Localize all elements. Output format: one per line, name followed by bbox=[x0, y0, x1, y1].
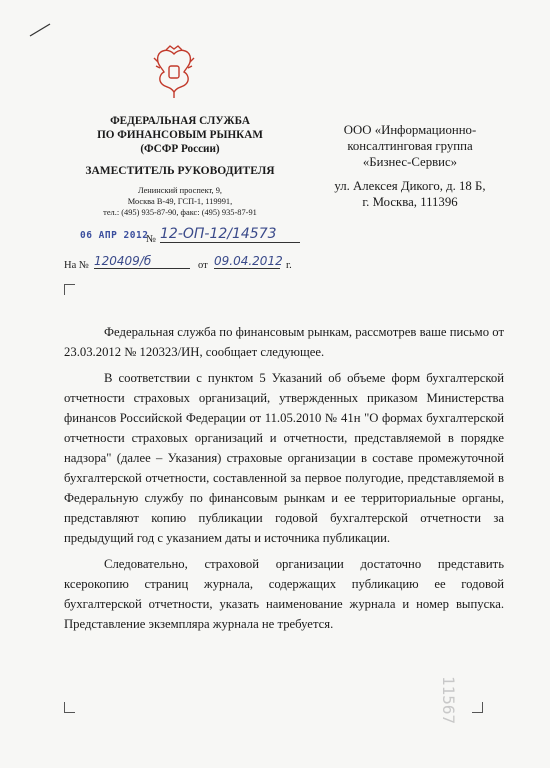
body-paragraph-2: В соответствии с пунктом 5 Указаний об объеме форм бухгалтерской отчетности страховых организаций, утвержденных приказом Министерства финансов Российской Федерации от 11.05.2010 № 41н "О формах бухгалтерской отчетности страховых организаций и отчетности, представляемой в порядке надзора" (далее – Указания) страховые организации в составе промежуточной бухгалтерской отчетности, составленной за первое полугодие, представляемой в Федеральную службу по финансовым рынкам и ее территориальные органы, представляют копию публикации годовой бухгалтерской отчетности за предыдущий год с указанием даты и источника публикации. bbox=[64, 371, 504, 545]
corner-mark-bottom-right bbox=[472, 702, 483, 713]
recipient-name-line2: консалтинговая группа bbox=[347, 139, 473, 153]
recipient-name-line3: «Бизнес-Сервис» bbox=[362, 155, 458, 169]
reference-date: 09.04.2012 bbox=[214, 254, 283, 268]
margin-number-stamp: 11567 bbox=[439, 676, 458, 725]
pen-stroke-mark bbox=[28, 20, 54, 40]
state-emblem-icon bbox=[150, 44, 198, 100]
address-line2: Москва В-49, ГСП-1, 119991, bbox=[127, 197, 233, 206]
recipient-name-line1: ООО «Информационно- bbox=[343, 123, 477, 137]
body-paragraph-3: Следовательно, страховой организации достаточно представить ксерокопию страниц журнала, содержащих публикацию ее годовой бухгалтерской отчетности, указать наименование журнала и номер выпуска. Представление экземпляра журнала не требуется. bbox=[64, 557, 504, 631]
outgoing-number-value: 12-ОП-12/14573 bbox=[160, 226, 300, 243]
corner-mark-bottom-left bbox=[64, 702, 75, 713]
reference-number: 120409/б bbox=[94, 254, 190, 269]
org-name-line1: ФЕДЕРАЛЬНАЯ СЛУЖБА bbox=[110, 115, 250, 127]
org-name-line2: ПО ФИНАНСОВЫМ РЫНКАМ bbox=[97, 129, 263, 141]
address-line3: тел.: (495) 935-87-90, факс: (495) 935-87-91 bbox=[103, 208, 257, 217]
reference-date-suffix: г. bbox=[286, 260, 292, 271]
reference-label: На № bbox=[64, 260, 89, 271]
corner-mark-top-left bbox=[64, 284, 75, 295]
body-paragraph-1: Федеральная служба по финансовым рынкам, рассмотрев ваше письмо от 23.03.2012 № 120323/ИН, сообщает следующее. bbox=[64, 325, 504, 359]
org-abbrev: (ФСФР России) bbox=[140, 143, 220, 155]
position-title: ЗАМЕСТИТЕЛЬ РУКОВОДИТЕЛЯ bbox=[85, 165, 275, 177]
recipient-address-line1: ул. Алексея Дикого, д. 18 Б, bbox=[334, 179, 486, 193]
outgoing-number-label: № bbox=[146, 234, 157, 245]
address-line1: Ленинский проспект, 9, bbox=[137, 186, 223, 195]
letter-body bbox=[64, 322, 504, 634]
reference-date-label: от bbox=[198, 260, 208, 271]
recipient-address-line2: г. Москва, 111396 bbox=[362, 195, 458, 209]
registration-date-stamp: 06 АПР 2012 bbox=[80, 230, 149, 241]
